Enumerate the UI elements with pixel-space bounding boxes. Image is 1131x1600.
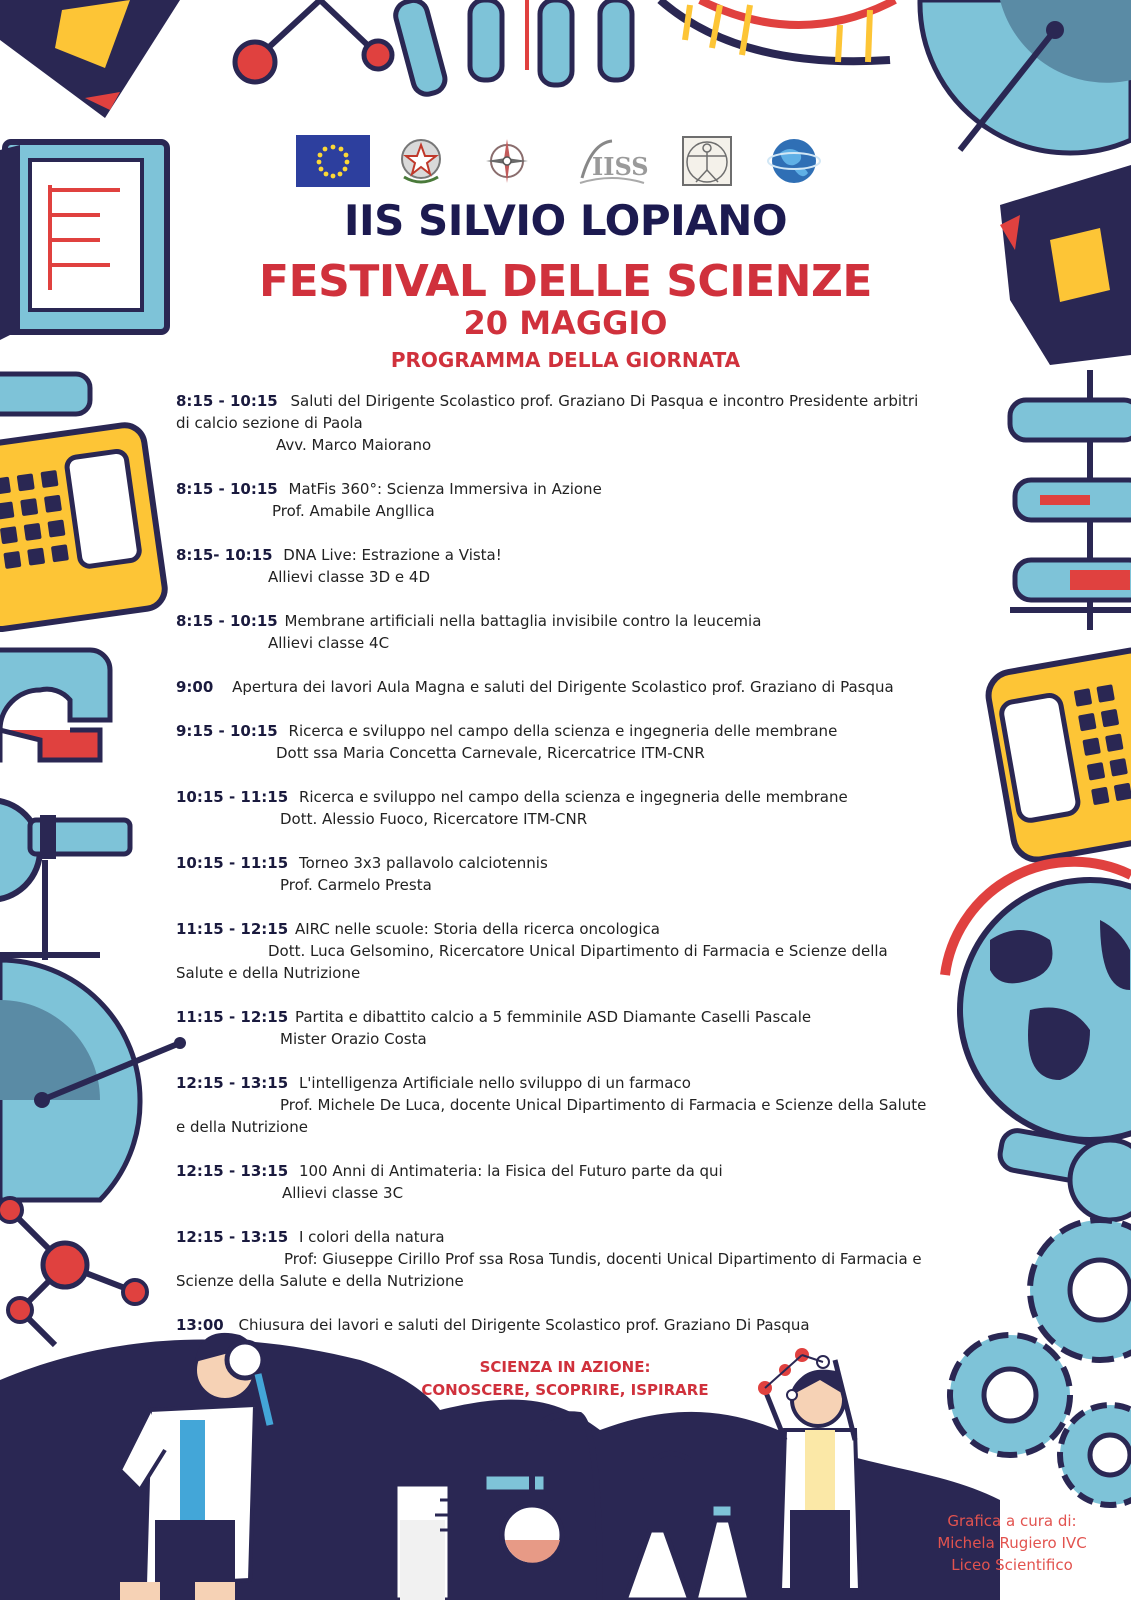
event-time: 8:15 - 10:15: [176, 480, 278, 498]
event-title: MatFis 360°: Scienza Immersiva in Azione: [288, 480, 602, 498]
school-name: IIS SILVIO LOPIANO: [343, 196, 788, 245]
event-speaker: Allievi classe 3C: [282, 1184, 404, 1202]
event-speaker: Avv. Marco Maiorano: [276, 436, 432, 454]
globe-icon: [945, 862, 1131, 1140]
graphics-credits: [912, 1510, 1112, 1576]
event-time: 12:15 - 13:15: [176, 1228, 289, 1246]
event-time: 10:15 - 11:15: [176, 854, 289, 872]
event-title: I colori della natura: [298, 1228, 445, 1246]
compass-rose-icon: [482, 132, 532, 190]
event-time: 9:00: [176, 678, 214, 696]
event-title: Ricerca e sviluppo nel campo della scienza e ingegneria delle membrane: [288, 722, 838, 740]
test-tube-icon: [0, 374, 90, 414]
schedule-item: [176, 852, 946, 896]
event-time: 12:15 - 13:15: [176, 1162, 289, 1180]
motto-line: SCIENZA IN AZIONE:: [479, 1358, 651, 1376]
test-tube-rack-icon: [1010, 370, 1131, 630]
event-title: AIRC nelle scuole: Storia della ricerca oncologica: [294, 920, 660, 938]
magnet-icon: [0, 650, 110, 760]
calculator-icon: [0, 423, 167, 632]
flask-icon: [0, 800, 130, 960]
event-time: 8:15 - 10:15: [176, 612, 278, 630]
schedule-item: [176, 1226, 946, 1292]
event-title: DNA Live: Estrazione a Vista!: [283, 546, 502, 564]
event-speaker: Prof: Giuseppe Cirillo Prof ssa Rosa Tundis, docenti Unical Dipartimento di Farmacia e Scienze della Salute e della Nutrizione: [176, 1250, 922, 1290]
schedule-item: [176, 478, 946, 522]
event-time: 11:15 - 12:15: [176, 1008, 289, 1026]
schedule-item: [176, 676, 946, 698]
event-title: Ricerca e sviluppo nel campo della scienza e ingegneria delle membrane: [298, 788, 848, 806]
credits-line: Michela Rugiero IVC: [937, 1534, 1087, 1552]
iis-logo-icon: [572, 132, 652, 190]
event-speaker: Prof. Michele De Luca, docente Unical Dipartimento di Farmacia e Scienze della Salute e della Nutrizione: [176, 1096, 927, 1136]
eu-flag-icon: [296, 132, 370, 190]
event-speaker: Dott. Alessio Fuoco, Ricercatore ITM-CNR: [280, 810, 588, 828]
molecule-icon: [235, 0, 392, 82]
satellite-dish-icon: [920, 0, 1131, 153]
schedule-item: [176, 1072, 946, 1138]
schedule-item: [176, 610, 946, 654]
event-title: Membrane artificiali nella battaglia invisibile contro la leucemia: [284, 612, 762, 630]
globe-logo-icon: [766, 132, 822, 190]
event-title: Chiusura dei lavori e saluti del Dirigente Scolastico prof. Graziano Di Pasqua: [238, 1316, 810, 1334]
motto: [380, 1356, 750, 1402]
book-icon: [0, 0, 180, 118]
credits-line: Grafica a cura di:: [947, 1512, 1077, 1530]
schedule-item: [176, 918, 946, 984]
test-tubes-icon: [393, 0, 632, 97]
event-speaker: Allievi classe 4C: [268, 634, 390, 652]
event-time: 11:15 - 12:15: [176, 920, 289, 938]
svg-text:IISS: IISS: [592, 152, 649, 181]
schedule-item: [176, 544, 946, 588]
event-speaker: Prof. Carmelo Presta: [280, 876, 432, 894]
event-title: L'intelligenza Artificiale nello sviluppo di un farmaco: [298, 1074, 691, 1092]
event-speaker: Allievi classe 3D e 4D: [268, 568, 430, 586]
italian-emblem-icon: [396, 132, 446, 190]
schedule-item: [176, 720, 946, 764]
festival-title: FESTIVAL DELLE SCIENZE: [259, 256, 872, 307]
event-time: 8:15 - 10:15: [176, 392, 278, 410]
event-time: 10:15 - 11:15: [176, 788, 289, 806]
event-speaker: Dott ssa Maria Concetta Carnevale, Ricercatrice ITM-CNR: [276, 744, 705, 762]
schedule-item: [176, 1314, 946, 1336]
event-title: Saluti del Dirigente Scolastico prof. Graziano Di Pasqua e incontro Presidente arbitri di calcio sezione di Paola: [176, 392, 919, 432]
event-title: 100 Anni di Antimateria: la Fisica del Futuro parte da qui: [298, 1162, 723, 1180]
partner-logos: [296, 132, 836, 190]
event-date: 20 MAGGIO: [463, 304, 668, 342]
event-speaker: Prof. Amabile Angllica: [272, 502, 435, 520]
molecule-icon: [0, 1198, 147, 1345]
gear-icon: [950, 1220, 1131, 1505]
schedule-item: [176, 1160, 946, 1204]
event-time: 9:15 - 10:15: [176, 722, 278, 740]
event-speaker: Dott. Luca Gelsomino, Ricercatore Unical Dipartimento di Farmacia e Scienze della Salute e della Nutrizione: [176, 942, 888, 982]
event-time: 8:15- 10:15: [176, 546, 273, 564]
event-title: Torneo 3x3 pallavolo calciotennis: [298, 854, 548, 872]
event-title: Apertura dei lavori Aula Magna e saluti del Dirigente Scolastico prof. Graziano di Pasqua: [232, 678, 894, 696]
schedule-item: [176, 786, 946, 830]
credits-line: Liceo Scientifico: [951, 1556, 1073, 1574]
satellite-dish-icon: [0, 960, 186, 1200]
vitruvian-man-icon: [680, 132, 734, 190]
event-speaker: Mister Orazio Costa: [280, 1030, 427, 1048]
event-title: Partita e dibattito calcio a 5 femminile ASD Diamante Caselli Pascale: [294, 1008, 812, 1026]
program-heading: PROGRAMMA DELLA GIORNATA: [390, 348, 741, 372]
motto-line: CONOSCERE, SCOPRIRE, ISPIRARE: [421, 1381, 709, 1399]
calculator-icon: [985, 647, 1131, 864]
event-time: 13:00: [176, 1316, 224, 1334]
event-time: 12:15 - 13:15: [176, 1074, 289, 1092]
schedule-item: [176, 1006, 946, 1050]
dna-icon: [660, 0, 895, 62]
test-tube-icon: [998, 1128, 1131, 1220]
schedule-item: [176, 390, 946, 456]
